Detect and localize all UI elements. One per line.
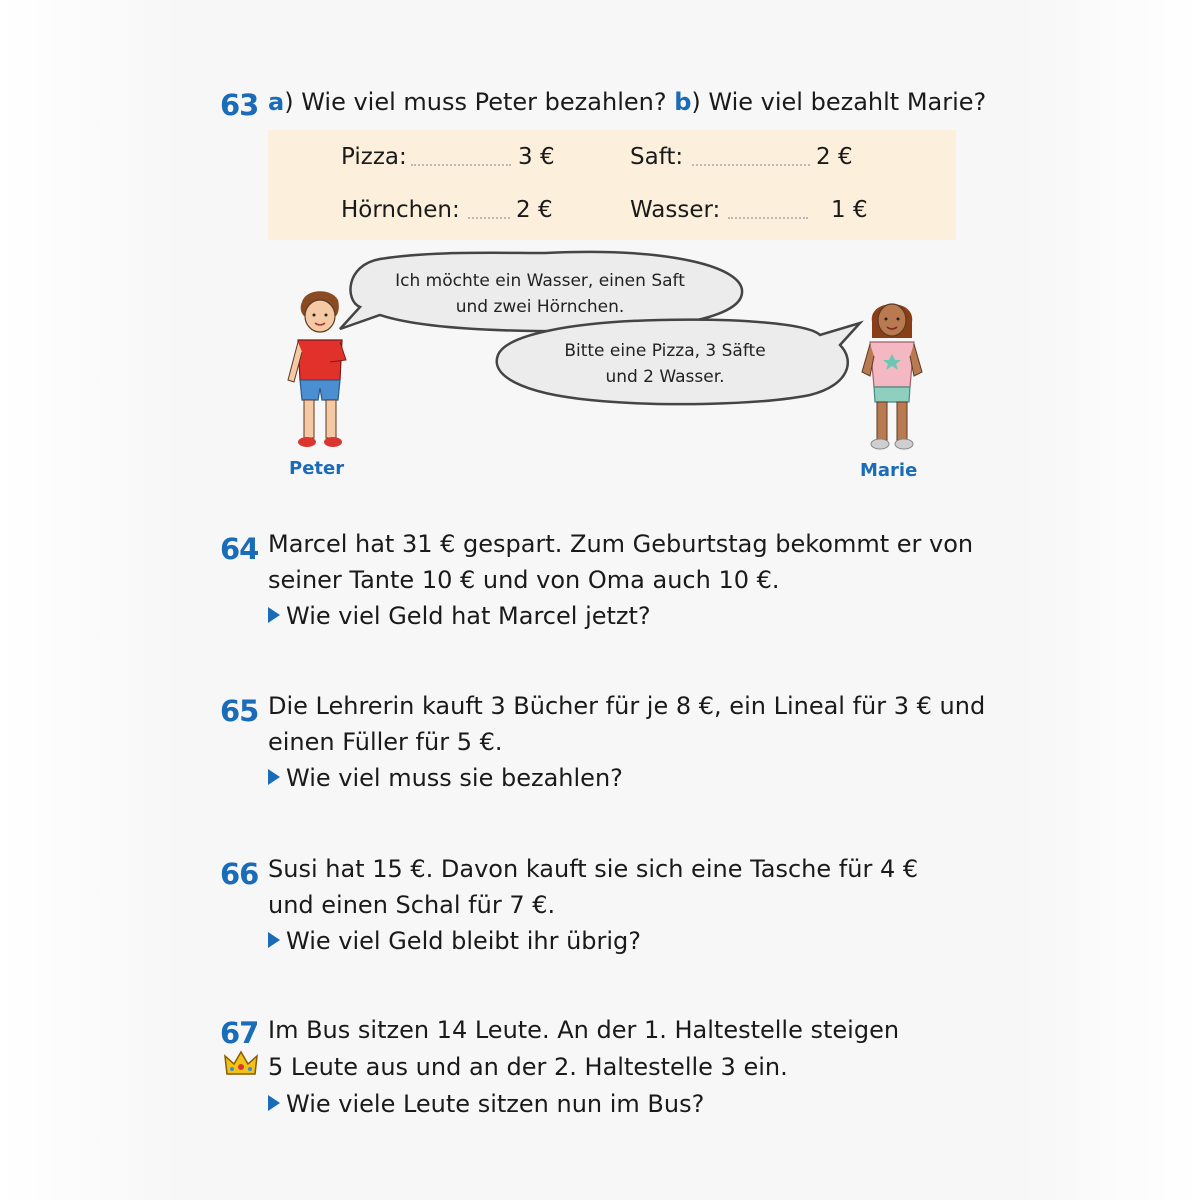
peter-speech-line2: und zwei Hörnchen. [455, 297, 625, 317]
task-65-line2: einen Füller für 5 €. [268, 728, 503, 756]
task-66-question-row [268, 927, 641, 955]
dot-leader [728, 217, 808, 219]
task-64-line1: Marcel hat 31 € gespart. Zum Geburtstag bekommt er von [268, 530, 974, 558]
task-66-line1: Susi hat 15 €. Davon kauft sie sich eine Tasche für 4 € [268, 855, 919, 883]
task-number-65: 65 [220, 694, 259, 728]
price-value-saft: 2 € [816, 144, 853, 170]
dot-leader [468, 217, 510, 219]
task-64-line2: seiner Tante 10 € und von Oma auch 10 €. [268, 566, 780, 594]
task-number-67: 67 [220, 1016, 259, 1050]
price-item-hoernchen: Hörnchen: [341, 197, 460, 223]
task-66-line2: und einen Schal für 7 €. [268, 891, 556, 919]
price-item-saft: Saft: [630, 144, 684, 170]
task-67-question: Wie viele Leute sitzen nun im Bus? [286, 1090, 705, 1118]
part-a-text: ) Wie viel muss Peter bezahlen? [284, 88, 667, 116]
crown-icon [224, 1050, 258, 1078]
task-number-66: 66 [220, 857, 259, 891]
arrow-right-icon [268, 932, 280, 948]
marie-figure [852, 292, 932, 457]
peter-figure [280, 290, 360, 455]
task-63-heading [268, 88, 986, 116]
price-item-wasser: Wasser: [630, 197, 721, 223]
task-65-question: Wie viel muss sie bezahlen? [286, 764, 623, 792]
task-67-line1: Im Bus sitzen 14 Leute. An der 1. Haltestelle steigen [268, 1016, 900, 1044]
task-67-line2: 5 Leute aus und an der 2. Haltestelle 3 ein. [268, 1053, 788, 1081]
peter-speech-text [365, 268, 715, 320]
marie-name-label: Marie [860, 460, 918, 481]
arrow-right-icon [268, 769, 280, 785]
peter-name-label: Peter [289, 458, 345, 479]
price-value-pizza: 3 € [518, 144, 555, 170]
task-66-question: Wie viel Geld bleibt ihr übrig? [286, 927, 642, 955]
part-a-letter: a [268, 88, 285, 116]
part-b-text: ) Wie viel bezahlt Marie? [691, 88, 987, 116]
part-b-letter: b [674, 88, 692, 116]
task-65-question-row [268, 764, 623, 792]
dot-leader [411, 164, 511, 166]
arrow-right-icon [268, 1095, 280, 1111]
marie-speech-text [505, 338, 825, 390]
dot-leader [692, 164, 810, 166]
task-number-63: 63 [220, 88, 259, 122]
marie-speech-line2: und 2 Wasser. [605, 367, 725, 387]
marie-speech-line1: Bitte eine Pizza, 3 Säfte [564, 341, 766, 361]
task-64-question: Wie viel Geld hat Marcel jetzt? [286, 602, 651, 630]
task-67-question-row [268, 1090, 704, 1118]
price-list [268, 130, 956, 240]
arrow-right-icon [268, 607, 280, 623]
task-number-64: 64 [220, 532, 259, 566]
price-item-pizza: Pizza: [341, 144, 407, 170]
price-value-wasser: 1 € [831, 197, 868, 223]
task-65-line1: Die Lehrerin kauft 3 Bücher für je 8 €, ein Lineal für 3 € und [268, 692, 986, 720]
price-value-hoernchen: 2 € [516, 197, 553, 223]
peter-speech-line1: Ich möchte ein Wasser, einen Saft [395, 271, 685, 291]
task-64-question-row [268, 602, 651, 630]
